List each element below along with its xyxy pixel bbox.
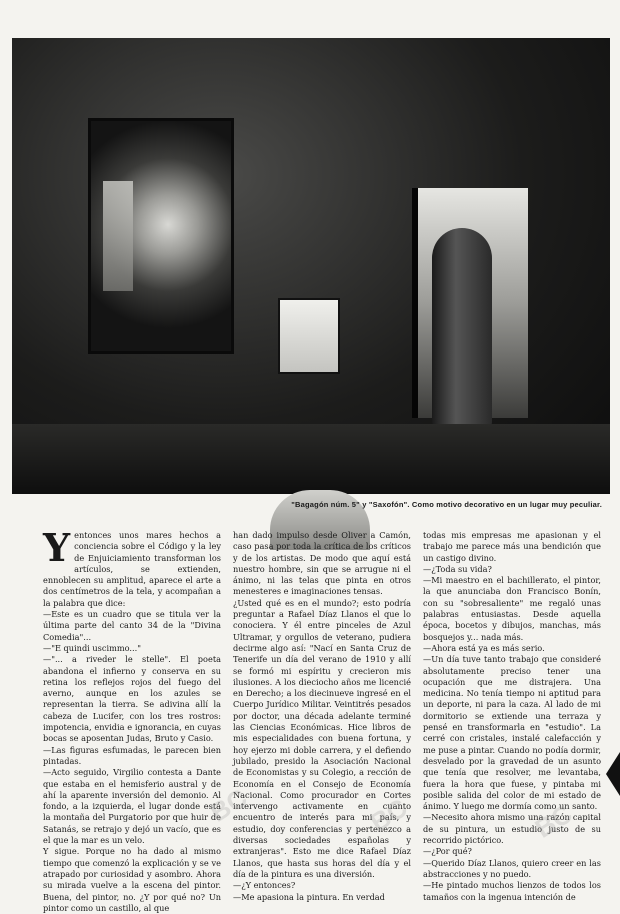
paragraph: —Ahora está ya es más serio.	[423, 642, 545, 653]
paragraph: —"... a riveder le stelle". El poeta abandona el infierno y conserva en su retina los reflejos rojos del fuego del averno, aunque en los azules se representan la tierra. Se adivina allí la cabeza de Lucifer, con los tres rostros: impotencia, envidia e ignorancia, en cuyas bocas se aposentan Judas, Bruto y Casio.	[43, 654, 221, 744]
article-column-3	[423, 530, 601, 902]
article-column-2	[233, 530, 411, 902]
paragraph: —Querido Díaz Llanos, quiero creer en las abstracciones y no puedo.	[423, 857, 601, 879]
paragraph: —Necesito ahora mismo una razón capital de su pintura, un estudio justo de su recorrido pictórico.	[423, 812, 601, 846]
paragraph: —Mi maestro en el bachillerato, el pintor, la que anunciaba don Francisco Bonín, con su "sobresaliente" me regaló unas palabras entusiastas. Desde aquella época, bocetos y dibujos, manchas, más bosquejos y... nada más.	[423, 575, 601, 642]
paragraph: —He pintado muchos lienzos de todos los tamaños con la ingenua intención de	[423, 880, 601, 902]
small-painting	[278, 298, 340, 374]
abstract-painting	[88, 118, 234, 354]
paragraph: —Acto seguido, Virgilio contesta a Dante que estaba en el hemisferio austral y de ahí la aparente inversión del demonio. Al fondo, a la izquierda, el lugar donde está la montaña del Purgatorio por que huir de Satanás, se retrajo y dejó un vacío, que es el que la mar es un velo.	[43, 767, 221, 846]
paragraph: entonces unos mares hechos a conciencia sobre el Código y la ley de Enjuiciamiento transforman los artículos, se extienden, ennoblecen su amplitud, aparece el arte a dos centímetros de la tela, y acompañan a la palabra que dice:	[43, 530, 221, 608]
paragraph: Y sigue. Porque no ha dado al mismo tiempo que comenzó la explicación y se ve atrapado por curiosidad y asombro. Ahora su mirada vuelve a la escena del pintor. Buena, del pintor, no. ¿Y por qué no? Un pintor como un castillo, al que	[43, 846, 221, 913]
paragraph: —¿Toda su vida?	[423, 563, 492, 574]
interior-photograph	[12, 38, 610, 494]
paragraph: han dado impulso desde Oliver a Camón, caso pasa por toda la crítica de los críticos y de los artistas. De modo que aquí está nuestro hombre, sin que se arrugue ni el ánimo, ni las telas que pinta en otros menesteres e imaginaciones tensas.	[233, 530, 411, 597]
sculpture	[432, 228, 492, 428]
article-body	[43, 525, 603, 913]
article-column-1	[43, 525, 221, 913]
page-edge-tab	[606, 752, 620, 796]
paragraph: —Me apasiona la pintura. En verdad	[233, 891, 385, 902]
paragraph: —Este es un cuadro que se titula ver la última parte del canto 34 de la "Divina Comedia"...	[43, 609, 221, 642]
paragraph: —"E quindi uscimmo..."	[43, 642, 141, 653]
watermark: BC	[364, 792, 413, 838]
paragraph: —¿Por qué?	[423, 846, 472, 857]
paragraph: ¿Usted qué es en el mundo?; esto podría preguntar a Rafael Díaz Llanos el que lo conociera. Y él entre pinceles de Azul Ultramar, y orgullos de veterano, pudiera decirme algo así: "Nací en Santa Cruz de Tenerife un día del verano de 1910 y allí se formó mi espíritu y crecieron mis ilusiones. A los dieciocho años me licencié en Derecho; a los diecinueve ingresé en el Cuerpo Jurídico Militar. Veintitrés pesados por doctor, una década adelante terminé las Ciencias Económicas. Hice libros de mis especialidades con buena fortuna, y hoy ejerzo mi doble carrera, y el defiendo jubilado, presido la Asociación Nacional de Economistas y su Colegio, a rección de Economía en el Consejo de Economía Nacional. Como procurador en Cortes intervengo activamente en cuanto encuentro de interés para mi país, y estudio, doy conferencias y pertenezco a diversas sociedades españolas y extranjeras". Esto me dice Rafael Díaz Llanos, que hasta sus horas del día y el día de la pintura es una diversión.	[233, 597, 411, 879]
paragraph: —Las figuras esfumadas, le parecen bien pintadas.	[43, 744, 221, 766]
watermark: BC	[204, 782, 253, 828]
paragraph: —Un día tuve tanto trabajo que consideré absolutamente preciso tener una ocupación que me distrajera. Una medicina. No tenía tiempo ni aptitud para un deporte, ni para la caza. Al lado de mi dormitorio se extiende una terraza y pensé en transformarla en "estudio". La cerré con cristales, instalé calefacción y me puse a pintar. Cuando no podía dormir, desvelado por la gravedad de un asunto que tenía que resolver, me levantaba, fuera la hora que fuese, y pintaba mi posible salida del color de mi estado de ánimo. Y luego me dormía como un santo.	[423, 654, 601, 812]
watermark: BC	[529, 798, 578, 844]
floor	[12, 424, 610, 494]
photo-caption: "Bagagón núm. 5" y "Saxofón". Como motivo decorativo en un lugar muy peculiar.	[291, 500, 602, 509]
paragraph: todas mis empresas me apasionan y el trabajo me parece más una bendición que un castigo divino.	[423, 530, 601, 563]
drop-cap: Y	[43, 525, 71, 570]
paragraph: —¿Y entonces?	[233, 880, 296, 891]
